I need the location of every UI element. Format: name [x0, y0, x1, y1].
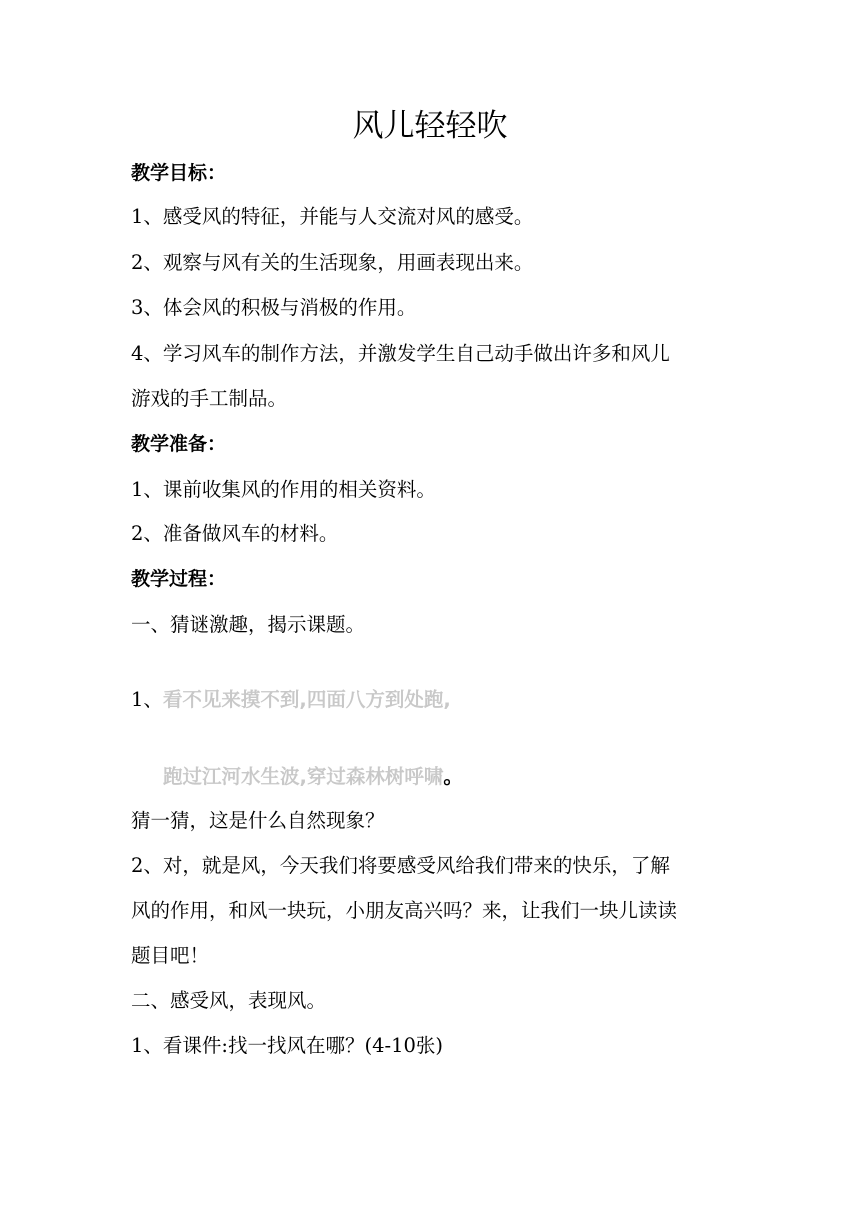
riddle-number: 1、 [131, 688, 163, 711]
process-heading: 教学过程： [131, 568, 227, 590]
goal-item-1: 1、感受风的特征，并能与人交流对风的感受。 [131, 205, 534, 228]
goal-item-3: 3、体会风的积极与消极的作用。 [131, 296, 417, 319]
paragraph-2-line-1: 2、对，就是风，今天我们将要感受风给我们带来的快乐，了解 [131, 854, 670, 877]
preparation-heading: 教学准备： [131, 433, 227, 455]
goals-heading: 教学目标： [131, 162, 227, 184]
process-section-1: 一、猜谜激趣，揭示课题。 [131, 613, 366, 636]
process-section-2: 二、感受风，表现风。 [131, 989, 327, 1012]
riddle-line-1 [131, 685, 741, 715]
goal-item-4-continued: 游戏的手工制品。 [131, 387, 288, 410]
riddle-end-mark: 。 [443, 765, 463, 788]
goal-item-4: 4、学习风车的制作方法，并激发学生自己动手做出许多和风儿 [131, 342, 670, 365]
preparation-item-1: 1、课前收集风的作用的相关资料。 [131, 478, 436, 501]
document-title: 风儿轻轻吹 [352, 108, 508, 144]
riddle-text-1: 看不见来摸不到,四面八方到处跑, [162, 688, 451, 711]
paragraph-2-line-3: 题目吧！ [131, 944, 210, 967]
courseware-item: 1、看课件:找一找风在哪？(4-10张) [131, 1034, 444, 1057]
riddle-line-2 [163, 762, 773, 792]
paragraph-2-line-2: 风的作用，和风一块玩，小朋友高兴吗？来，让我们一块儿读读 [131, 899, 678, 922]
riddle-text-2: 跑过江河水生波,穿过森林树呼啸 [163, 765, 444, 788]
guess-question: 猜一猜，这是什么自然现象？ [131, 809, 385, 832]
preparation-item-2: 2、准备做风车的材料。 [131, 522, 339, 545]
goal-item-2: 2、观察与风有关的生活现象，用画表现出来。 [131, 251, 534, 274]
